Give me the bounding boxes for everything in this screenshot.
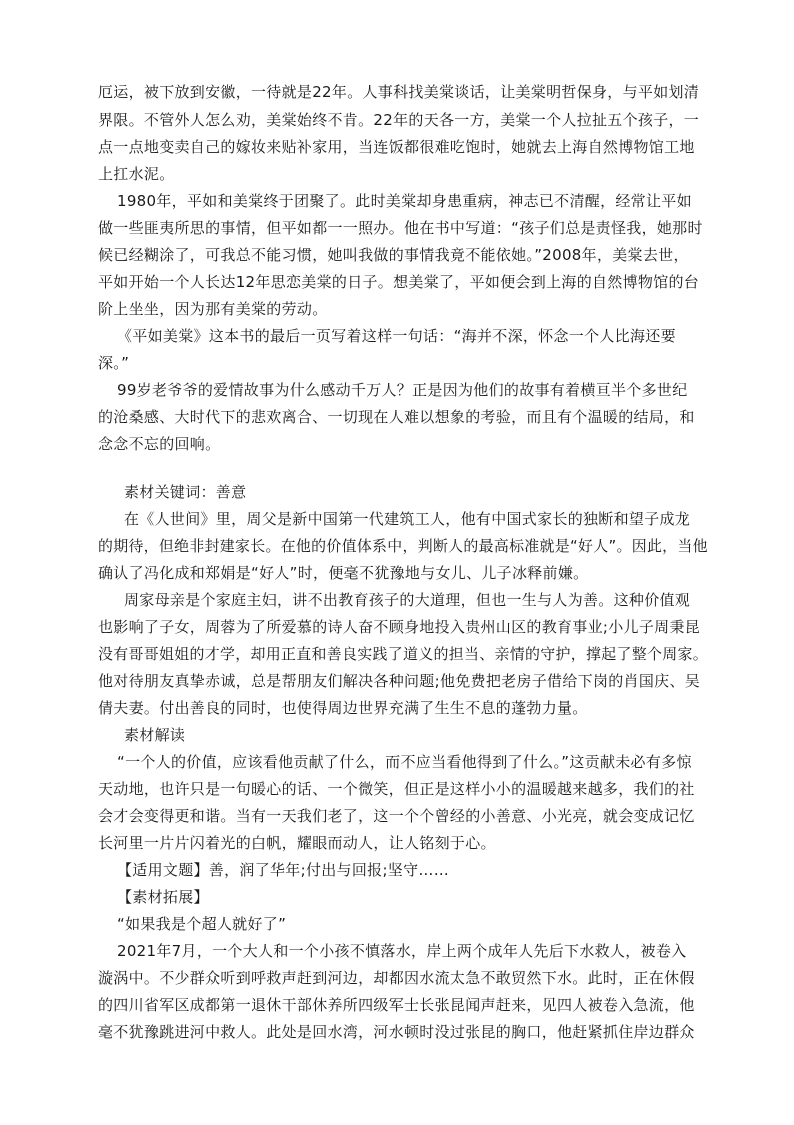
text-line: 没有哥哥姐姐的才学，却用正直和善良实践了道义的担当、亲情的守护，撑起了整个周家。 — [98, 645, 708, 663]
text-line: 厄运，被下放到安徽，一待就是22年。人事科找美棠谈话，让美棠明哲保身，与平如划清 — [98, 83, 700, 101]
text-line: 长河里一片片闪着光的白帆，耀眼而动人，让人铭刻于心。 — [98, 834, 496, 852]
text-line: 念念不忘的回响。 — [98, 435, 221, 453]
text-line: 天动地，也许只是一句暖心的话、一个微笑，但正是这样小小的温暖越来越多，我们的社 — [98, 780, 695, 798]
section-keyword: 素材关键词：善意 — [124, 483, 247, 501]
text-line: 漩涡中。不少群众听到呼救声赶到河边，却都因水流太急不敢贸然下水。此时，正在休假 — [98, 969, 695, 987]
text-line: 2021年7月，一个大人和一个小孩不慎落水，岸上两个成年人先后下水救人，被卷入 — [117, 942, 687, 960]
section-heading: “如果我是个超人就好了” — [117, 915, 287, 933]
text-line: 候已经糊涂了，可我总不能习惯，她叫我做的事情我竟不能依她。”2008年，美棠去世， — [98, 246, 689, 264]
text-line: 倩夫妻。付出善良的同时，也使得周边世界充满了生生不息的蓬勃力量。 — [98, 699, 588, 717]
text-line: 也影响了子女，周蓉为了所爱慕的诗人奋不顾身地投入贵州山区的教育事业;小儿子周秉昆 — [98, 618, 701, 636]
text-line: 周家母亲是个家庭主妇，讲不出教育孩子的大道理，但也一生与人为善。这种价值观 — [124, 591, 691, 609]
text-line: 《平如美棠》这本书的最后一页写着这样一句话：“海并不深，怀念一个人比海还要 — [117, 327, 676, 345]
text-line: 平如开始一个人长达12年思恋美棠的日子。想美棠了，平如便会到上海的自然博物馆的台 — [98, 273, 700, 291]
section-heading: 【适用文题】善，润了华年;付出与回报;坚守…… — [117, 861, 450, 879]
text-line: 阶上坐坐，因为那有美棠的劳动。 — [98, 300, 328, 318]
text-line: 点一点地变卖自己的嫁妆来贴补家用，当连饭都很难吃饱时，她就去上海自然博物馆工地 — [98, 138, 695, 156]
section-heading: 【素材拓展】 — [117, 888, 209, 906]
text-line: 他对待朋友真挚赤诚，总是帮朋友们解决各种问题;他免费把老房子借给下岗的肖国庆、吴 — [98, 672, 701, 690]
text-line: 界限。不管外人怎么劝，美棠始终不肯。22年的天各一方，美棠一个人拉扯五个孩子，一 — [98, 111, 700, 129]
text-line: 的四川省军区成都第一退休干部休养所四级军士长张昆闻声赶来，见四人被卷入急流，他 — [98, 996, 695, 1014]
section-heading: 素材解读 — [124, 726, 186, 744]
text-line: 深。” — [98, 354, 130, 372]
text-line: 上扛水泥。 — [98, 165, 175, 183]
text-line: 做一些匪夷所思的事情，但平如都一一照办。他在书中写道：“孩子们总是责怪我，她那时 — [98, 219, 703, 237]
text-line: 会才会变得更和谐。当有一天我们老了，这一个个曾经的小善意、小光亮，就会变成记忆 — [98, 807, 695, 825]
text-line: 的沧桑感、大时代下的悲欢离合、一切现在人难以想象的考验，而且有个温暖的结局，和 — [98, 408, 695, 426]
text-line: “一个人的价值，应该看他贡献了什么，而不应当看他得到了什么。”这贡献未必有多惊 — [117, 753, 692, 771]
text-line: 毫不犹豫跳进河中救人。此处是回水湾，河水顿时没过张昆的胸口，他赶紧抓住岸边群众 — [98, 1023, 695, 1041]
text-line: 确认了冯化成和郑娟是“好人”时，便毫不犹豫地与女儿、儿子冰释前嫌。 — [98, 564, 589, 582]
text-line: 的期待，但绝非封建家长。在他的价值体系中，判断人的最高标准就是“好人”。因此，当他 — [98, 537, 708, 555]
text-line: 1980年，平如和美棠终于团聚了。此时美棠却身患重病，神志已不清醒，经常让平如 — [117, 192, 692, 210]
text-line: 在《人世间》里，周父是新中国第一代建筑工人，他有中国式家长的独断和望子成龙 — [124, 510, 691, 528]
text-line: 99岁老爷爷的爱情故事为什么感动千万人？正是因为他们的故事有着横亘半个多世纪 — [117, 381, 688, 399]
